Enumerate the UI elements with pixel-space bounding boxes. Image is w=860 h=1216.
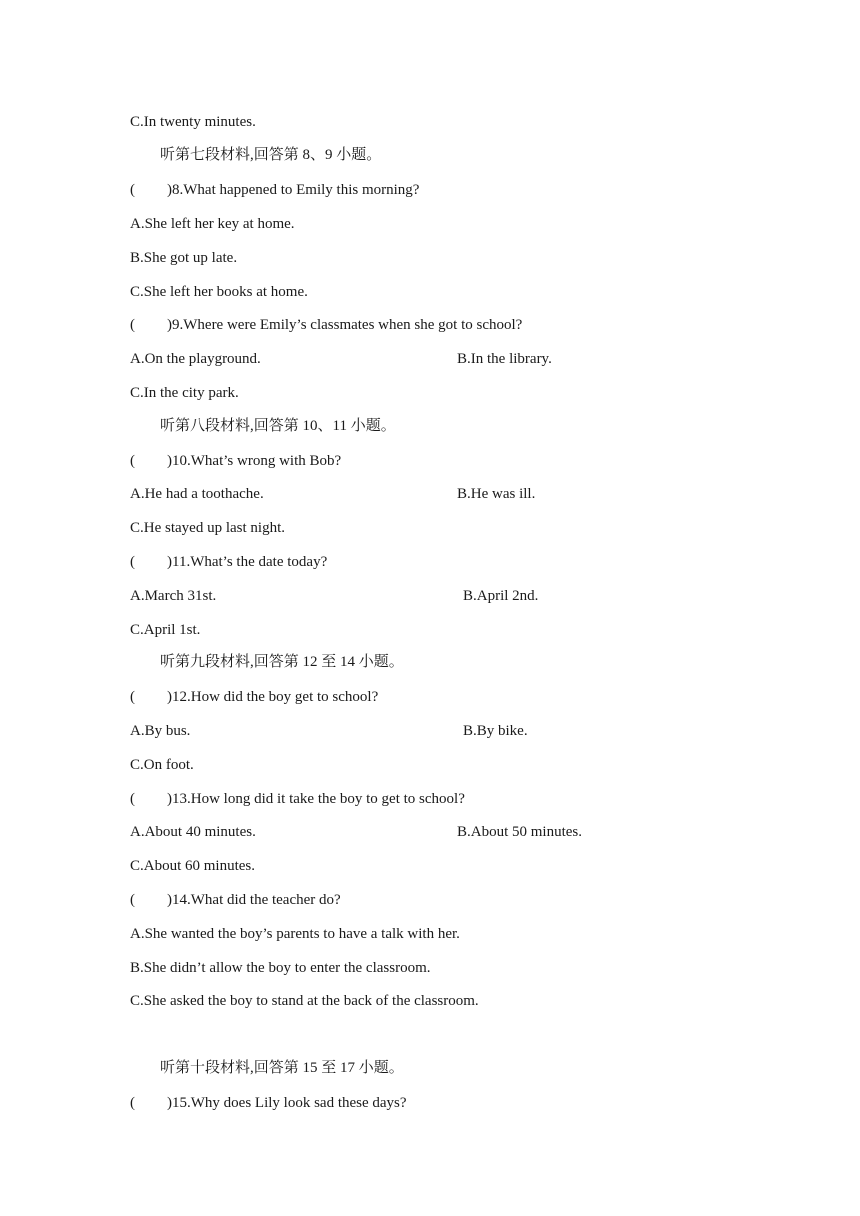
answer-blank-close: ) <box>167 1095 172 1111</box>
option-c: C.In the city park. <box>130 385 239 401</box>
question-12 <box>130 688 378 706</box>
section-instruction: 听第九段材料,回答第 12 至 14 小题。 <box>160 654 404 670</box>
question-text: 15.Why does Lily look sad these days? <box>172 1095 407 1111</box>
question-9 <box>130 316 522 334</box>
question-text: 11.What’s the date today? <box>172 554 328 570</box>
section-instruction: 听第七段材料,回答第 8、9 小题。 <box>160 147 382 163</box>
question-text: 12.How did the boy get to school? <box>172 689 379 705</box>
answer-blank[interactable]: ( <box>130 453 135 469</box>
option-b: B.In the library. <box>457 351 552 367</box>
answer-blank[interactable]: ( <box>130 317 135 333</box>
section-instruction: 听第十段材料,回答第 15 至 17 小题。 <box>160 1060 404 1076</box>
question-15 <box>130 1094 407 1112</box>
question-11 <box>130 553 327 571</box>
option-a: A.He had a toothache. <box>130 486 264 502</box>
question-text: 8.What happened to Emily this morning? <box>172 182 420 198</box>
option-b: B.By bike. <box>463 723 528 739</box>
answer-blank-close: ) <box>167 689 172 705</box>
question-13 <box>130 790 465 808</box>
question-text: 14.What did the teacher do? <box>172 892 341 908</box>
question-text: 10.What’s wrong with Bob? <box>172 453 342 469</box>
question-10 <box>130 452 341 470</box>
section-instruction: 听第八段材料,回答第 10、11 小题。 <box>160 418 396 434</box>
option-b: B.April 2nd. <box>463 588 539 604</box>
option-a: A.March 31st. <box>130 588 217 604</box>
answer-blank-close: ) <box>167 554 172 570</box>
option-a: A.On the playground. <box>130 351 261 367</box>
option-a: A.She wanted the boy’s parents to have a talk with her. <box>130 926 460 942</box>
question-text: 9.Where were Emily’s classmates when she got to school? <box>172 317 523 333</box>
option-a: A.By bus. <box>130 723 191 739</box>
question-14 <box>130 891 341 909</box>
answer-blank[interactable]: ( <box>130 892 135 908</box>
answer-blank[interactable]: ( <box>130 791 135 807</box>
answer-blank[interactable]: ( <box>130 182 135 198</box>
answer-blank-close: ) <box>167 791 172 807</box>
option-c: C.She left her books at home. <box>130 284 308 300</box>
option-c: C.April 1st. <box>130 622 201 638</box>
option-c: C.About 60 minutes. <box>130 858 256 874</box>
answer-blank-close: ) <box>167 453 172 469</box>
question-text: 13.How long did it take the boy to get to school? <box>172 791 465 807</box>
question-8 <box>130 181 419 199</box>
answer-blank-close: ) <box>167 317 172 333</box>
answer-blank[interactable]: ( <box>130 554 135 570</box>
option-b: B.She didn’t allow the boy to enter the classroom. <box>130 960 431 976</box>
answer-blank-close: ) <box>167 182 172 198</box>
answer-blank[interactable]: ( <box>130 1095 135 1111</box>
option-b: B.She got up late. <box>130 250 238 266</box>
option-b: B.About 50 minutes. <box>457 824 583 840</box>
answer-blank[interactable]: ( <box>130 689 135 705</box>
option-c: C.She asked the boy to stand at the back of the classroom. <box>130 993 479 1009</box>
option-b: B.He was ill. <box>457 486 536 502</box>
option-c: C.He stayed up last night. <box>130 520 285 536</box>
option-text: C.In twenty minutes. <box>130 114 256 130</box>
option-c: C.On foot. <box>130 757 194 773</box>
option-a: A.About 40 minutes. <box>130 824 256 840</box>
answer-blank-close: ) <box>167 892 172 908</box>
option-a: A.She left her key at home. <box>130 216 295 232</box>
